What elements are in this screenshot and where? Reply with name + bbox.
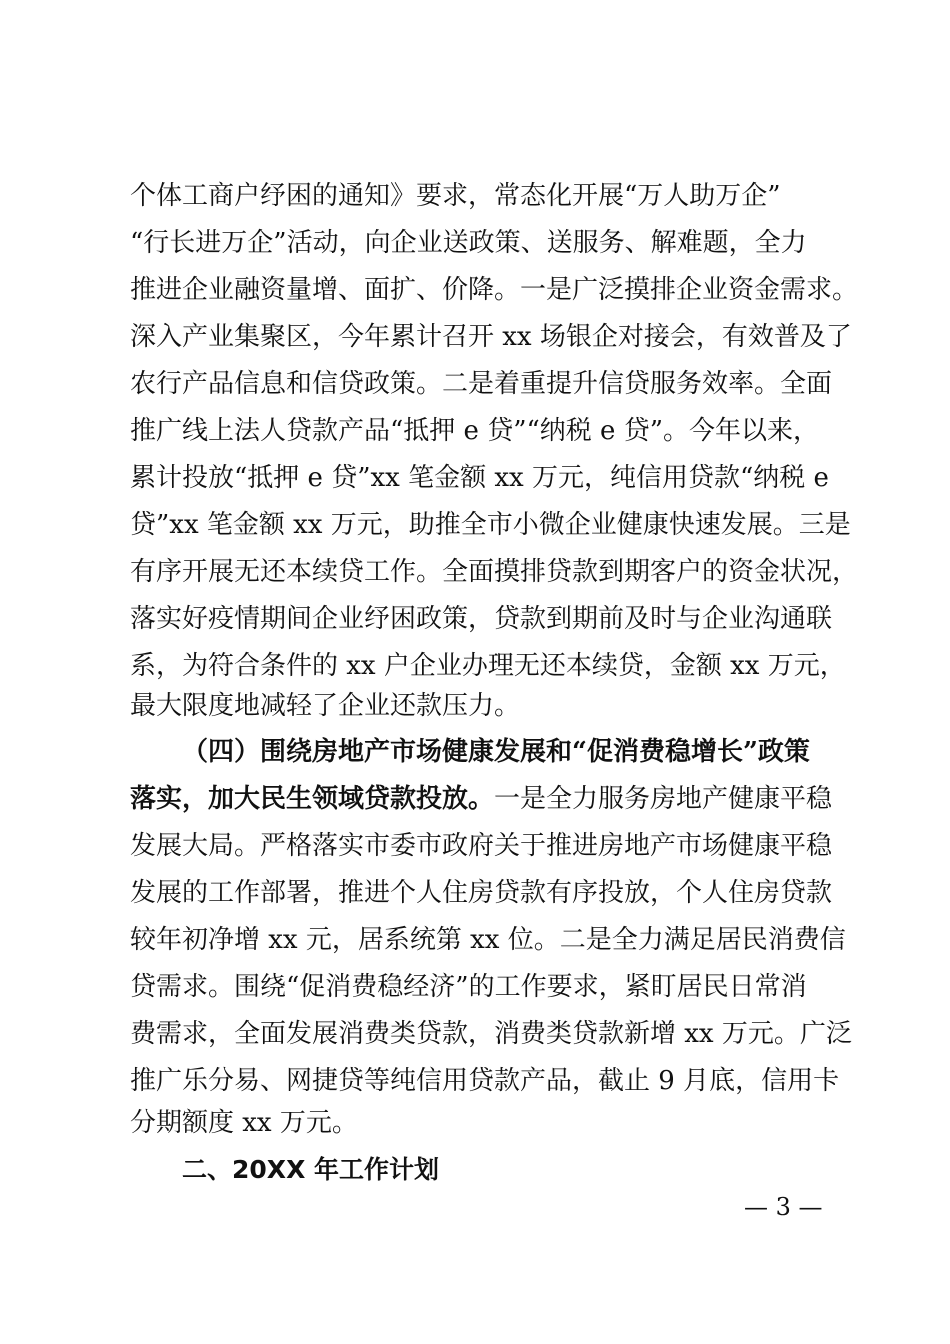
body-line-5: 农行产品信息和信贷政策。二是着重提升信贷服务效率。全面 — [130, 369, 833, 399]
section-four-body-line-1: 发展大局。严格落实市委市政府关于推进房地产市场健康平稳 — [130, 831, 833, 861]
section-four-line-2-text: 一是全力服务房地产健康平稳 — [494, 784, 833, 814]
body-line-4: 深入产业集聚区，今年累计召开 xx 场银企对接会，有效普及了 — [130, 322, 852, 352]
body-line-12: 最大限度地减轻了企业还款压力。 — [130, 691, 521, 721]
body-line-3: 推进企业融资量增、面扩、价降。一是广泛摸排企业资金需求。 — [130, 275, 859, 305]
section-two-heading: 二、20XX 年工作计划 — [182, 1155, 440, 1184]
body-line-9: 有序开展无还本续贷工作。全面摸排贷款到期客户的资金状况， — [130, 557, 859, 587]
body-line-7: 累计投放“抵押 e 贷”xx 笔金额 xx 万元，纯信用贷款“纳税 e — [130, 463, 829, 493]
section-four-body-line-5: 费需求，全面发展消费类贷款，消费类贷款新增 xx 万元。广泛 — [130, 1019, 852, 1049]
body-line-10: 落实好疫情期间企业纾困政策，贷款到期前及时与企业沟通联 — [130, 604, 833, 634]
page-number: — 3 — — [744, 1193, 823, 1221]
section-four-line-2 — [130, 779, 832, 819]
body-line-1: 个体工商户纾困的通知》要求，常态化开展“万人助万企” — [130, 181, 781, 211]
section-four-body-line-4: 贷需求。围绕“促消费稳经济”的工作要求，紧盯居民日常消 — [130, 972, 807, 1002]
section-four-body-line-2: 发展的工作部署，推进个人住房贷款有序投放，个人住房贷款 — [130, 878, 833, 908]
body-line-11: 系，为符合条件的 xx 户企业办理无还本续贷，金额 xx 万元， — [130, 651, 846, 681]
section-four-body-line-3: 较年初净增 xx 元，居系统第 xx 位。二是全力满足居民消费信 — [130, 925, 846, 955]
section-four-body-line-7: 分期额度 xx 万元。 — [130, 1108, 358, 1138]
body-line-6: 推广线上法人贷款产品“抵押 e 贷”“纳税 e 贷”。今年以来， — [130, 416, 820, 446]
body-line-8: 贷”xx 笔金额 xx 万元，助推全市小微企业健康快速发展。三是 — [130, 510, 851, 540]
body-line-2: “行长进万企”活动，向企业送政策、送服务、解难题，全力 — [130, 228, 807, 258]
section-four-heading-line-1: （四）围绕房地产市场健康发展和“促消费稳增长”政策 — [182, 737, 810, 767]
section-four-body-line-6: 推广乐分易、网捷贷等纯信用贷款产品，截止 9 月底，信用卡 — [130, 1066, 840, 1096]
section-four-heading-line-2: 落实，加大民生领域贷款投放。 — [130, 784, 495, 814]
